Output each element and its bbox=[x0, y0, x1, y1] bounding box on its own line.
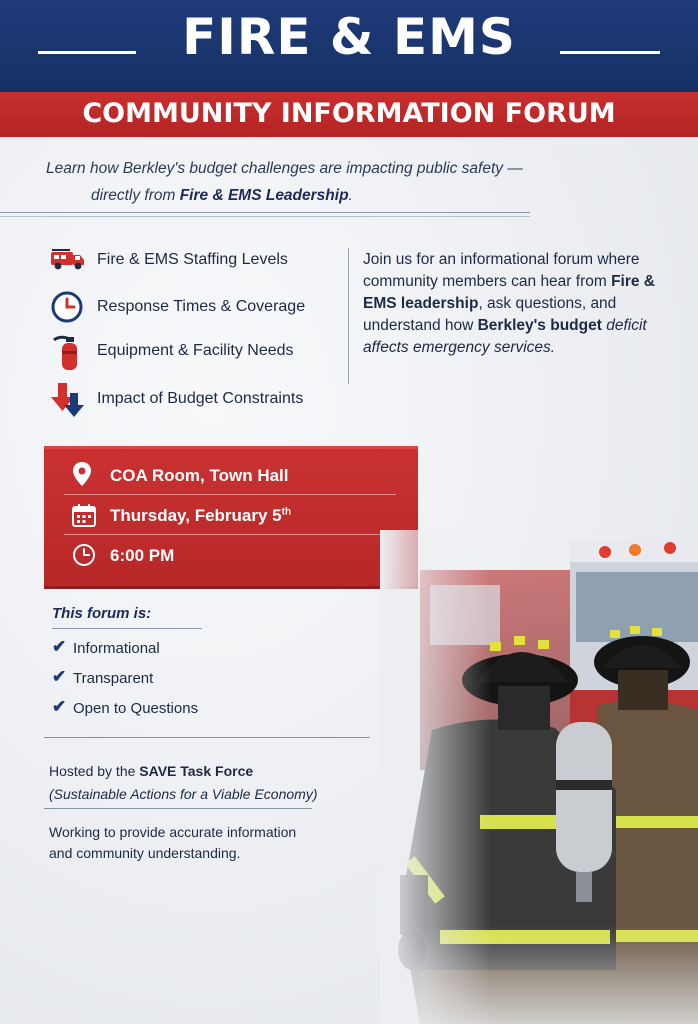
fire-extinguisher-icon bbox=[50, 334, 84, 372]
join-bold-2: Berkley's budget bbox=[477, 317, 602, 334]
forum-item-transparent: Transparent bbox=[73, 670, 154, 687]
topic-budget: Impact of Budget Constraints bbox=[97, 390, 304, 407]
hosted-divider bbox=[44, 808, 312, 809]
check-icon: ✔ bbox=[52, 637, 67, 656]
fire-truck-icon bbox=[50, 247, 86, 271]
intro-leadership: Fire & EMS Leadership bbox=[179, 187, 349, 204]
firefighters-photo bbox=[380, 530, 698, 1024]
intro-divider-2 bbox=[0, 216, 530, 217]
calendar-icon bbox=[72, 503, 96, 527]
event-date bbox=[110, 506, 291, 526]
join-italic: deficit affects emergency services. bbox=[363, 317, 647, 356]
check-icon: ✔ bbox=[52, 697, 67, 716]
topic-equipment: Equipment & Facility Needs bbox=[97, 342, 294, 359]
clock-icon bbox=[50, 290, 84, 324]
column-divider bbox=[348, 248, 349, 384]
page-title: FIRE & EMS bbox=[182, 8, 516, 66]
check-icon: ✔ bbox=[52, 667, 67, 686]
intro-line-1: Learn how Berkley's budget challenges are impacting public safety — bbox=[46, 160, 523, 177]
intro-line-2-suffix: . bbox=[348, 187, 353, 204]
forum-item-questions: Open to Questions bbox=[73, 700, 199, 717]
page-subtitle: COMMUNITY INFORMATION FORUM bbox=[82, 98, 616, 129]
forum-item-informational: Informational bbox=[73, 640, 160, 657]
event-location: COA Room, Town Hall bbox=[110, 466, 289, 485]
event-date-suffix: th bbox=[281, 506, 292, 518]
event-time: 6:00 PM bbox=[110, 546, 175, 565]
join-bold-1: Fire & EMS leadership bbox=[363, 273, 656, 312]
intro-divider bbox=[0, 212, 530, 213]
forum-heading: This forum is: bbox=[52, 605, 152, 622]
intro-line-2-prefix: directly from bbox=[91, 187, 180, 204]
info-divider-2 bbox=[64, 534, 396, 535]
info-divider-1 bbox=[64, 494, 396, 495]
hosted-prefix: Hosted by the bbox=[49, 763, 140, 779]
hosted-org: SAVE Task Force bbox=[139, 763, 254, 779]
join-text-2: , ask questions, and understand how bbox=[363, 295, 617, 334]
location-pin-icon bbox=[72, 461, 92, 487]
down-arrow-icon bbox=[50, 381, 86, 419]
join-text-1: Join us for an informational forum where community members can hear from bbox=[363, 251, 640, 290]
time-clock-icon bbox=[72, 543, 96, 567]
hosted-by bbox=[49, 763, 253, 779]
event-date-text: Thursday, February 5 bbox=[110, 506, 282, 525]
intro-line-2 bbox=[91, 187, 353, 205]
topic-staffing: Fire & EMS Staffing Levels bbox=[97, 251, 288, 268]
join-paragraph bbox=[363, 249, 673, 359]
topic-response: Response Times & Coverage bbox=[97, 298, 306, 315]
hosted-org-expansion: (Sustainable Actions for a Viable Economy) bbox=[49, 786, 318, 802]
section-divider bbox=[44, 737, 370, 738]
mission-statement: Working to provide accurate information and community understanding. bbox=[49, 824, 297, 861]
forum-heading-rule bbox=[52, 628, 202, 629]
